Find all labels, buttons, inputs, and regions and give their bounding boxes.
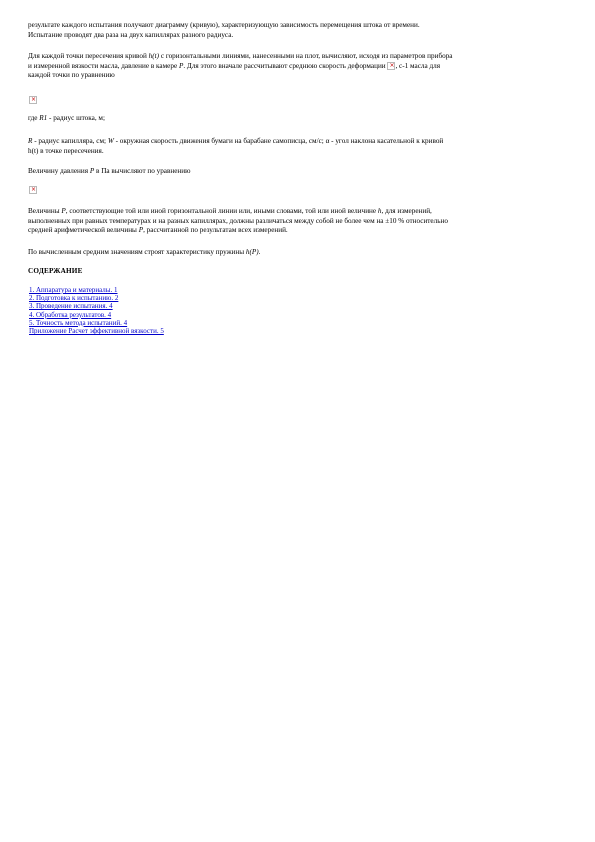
text-run: где xyxy=(28,114,40,122)
text-run: выполненных при равных температурах и на разных капиллярах, должны различаться между собой не более чем на ±10 % относительно xyxy=(28,216,448,225)
table-of-contents xyxy=(29,286,164,335)
formula-var: h(t) xyxy=(148,52,160,60)
contents-heading: СОДЕРЖАНИЕ xyxy=(28,267,83,275)
formula-var: P xyxy=(61,207,66,215)
text-run: и измеренной вязкости масла, давление в камере xyxy=(28,61,179,70)
paragraph-line: результате каждого испытания получают диаграмму (кривую), характеризующую зависимость перемещения штока от времени. xyxy=(28,21,420,29)
paragraph-where xyxy=(28,114,568,124)
formula-var: R xyxy=(28,137,33,145)
text-run: каждой точки по уравнению xyxy=(28,71,115,80)
formula-var: R1 xyxy=(39,114,48,122)
text-run: Величину давления xyxy=(28,167,90,175)
toc-link-appendix[interactable]: Приложение Расчет эффективной вязкости. 5 xyxy=(29,327,164,336)
toc-link-preparation[interactable]: 2. Подготовка к испытанию. 2 xyxy=(29,294,119,303)
text-run: - радиус штока, м; xyxy=(47,114,105,122)
text-run: . xyxy=(258,248,261,256)
broken-image-icon: × xyxy=(31,186,37,193)
paragraph-pressure xyxy=(28,167,568,177)
toc-link-accuracy[interactable]: 5. Точность метода испытаний. 4 xyxy=(29,318,128,327)
text-run: , с-1 масла для xyxy=(395,61,441,70)
broken-image-icon: × xyxy=(31,96,37,103)
formula-var: P xyxy=(89,167,95,175)
paragraph-results xyxy=(28,21,568,40)
toc-link-processing[interactable]: 4. Обработка результатов. 4 xyxy=(29,310,112,319)
text-run: , соответствующие той или иной горизонтальной линии или, иными словами, той или иной величине xyxy=(65,207,378,215)
formula-var: W xyxy=(107,137,114,145)
paragraph-radius xyxy=(28,137,568,156)
text-run: средней арифметической величины xyxy=(28,226,139,235)
text-run: с горизонтальными линиями, нанесенными на плот, вычисляют, исходя из параметров прибора xyxy=(159,52,453,60)
text-run: , рассчитанной по результатам всех измерений. xyxy=(143,226,288,235)
formula-var: P xyxy=(138,226,144,235)
paragraph-characteristic xyxy=(28,248,568,258)
paragraph-line: Испытание проводят два раза на двух капиллярах разного радиуса. xyxy=(28,30,234,39)
text-run: h(t) в точке пересечения. xyxy=(28,146,104,155)
toc-link-testing[interactable]: 3. Проведение испытания. 4 xyxy=(29,302,113,311)
text-run: , для измерений, xyxy=(381,207,432,215)
formula-var: P xyxy=(178,61,184,70)
paragraph-intersection xyxy=(28,52,568,81)
text-run: Для каждой точки пересечения кривой xyxy=(28,52,149,60)
text-run: . Для этого вначале рассчитывают среднюю скорость деформации xyxy=(183,61,388,70)
toc-link-apparatus[interactable]: 1. Аппаратура и материалы. 1 xyxy=(29,286,118,294)
text-run: - окружная скорость движения бумаги на барабане самописца, см/с; α - угол наклона касательной к кривой xyxy=(113,137,444,145)
text-run: Величины xyxy=(28,207,62,215)
text-run: По вычисленным средним значениям строят характеристику пружины xyxy=(28,248,246,256)
text-run: в Па вычисляют по уравнению xyxy=(94,167,191,175)
broken-image-icon: × xyxy=(389,61,395,69)
text-run: - радиус капилляра, см; xyxy=(32,137,108,145)
paragraph-values xyxy=(28,207,568,236)
formula-var: h xyxy=(377,207,382,215)
formula-var: h(P) xyxy=(245,248,259,256)
